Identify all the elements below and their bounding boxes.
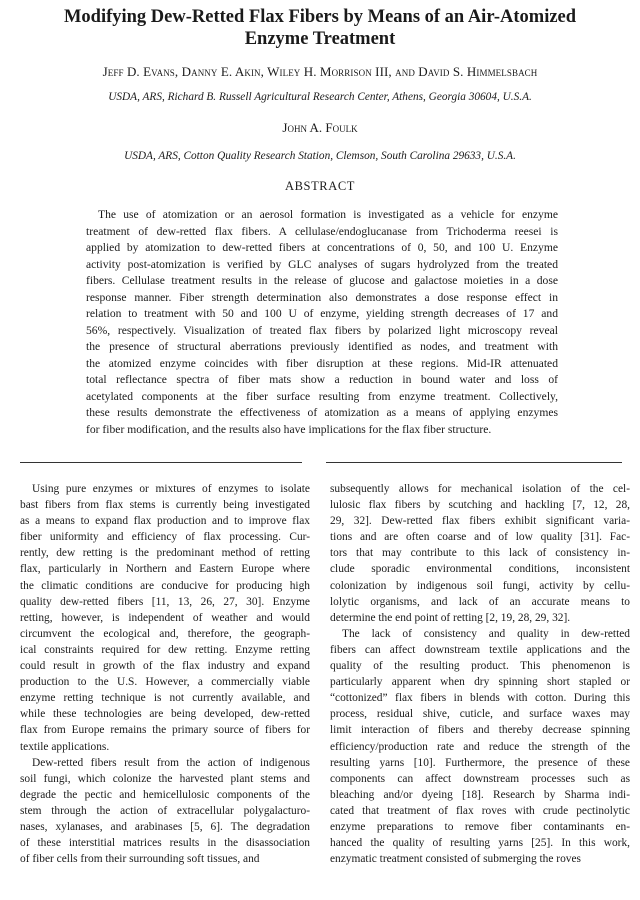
body-text-line: Using pure enzymes or mixtures of enzymes to isolate	[32, 483, 310, 495]
body-text-line: The lack of consistency and quality in dew-retted	[342, 627, 630, 640]
abstract-line: 56%, respectively. Visualization of treated flax fibers by polarized light microscopy reveal	[86, 323, 558, 337]
body-text-line: production to the U.S. However, a commercially viable	[20, 676, 310, 689]
body-text-line: rently, dew retting is the predominant method of retting	[20, 547, 310, 560]
body-text-line: circumvent the ecological and, therefore, the geograph-	[20, 627, 310, 640]
body-text-line: textile applications.	[20, 740, 110, 753]
body-text-line: while these technologies are being developed, dew-retted	[20, 708, 310, 721]
body-text-line: clude sporadic environmental conditions, inconsistent	[330, 563, 630, 576]
abstract-line: relation to treatment with 50 and 100 U of enzyme, yielding strength decreases of 17 and	[86, 307, 558, 320]
body-text-line: 29, 32]. Dew-retted flax fibers exhibit significant varia-	[330, 515, 630, 528]
abstract-line: response manner. Fiber strength determination also demonstrates a dose response effect in	[86, 290, 558, 304]
body-text-line: quality dew-retted fibers [11, 13, 26, 27, 30]. Enzyme	[20, 595, 310, 608]
body-text-line: degrade the pectic and hemicellulosic components of the	[20, 788, 310, 801]
abstract-line: for fiber modification, and the results also have implications for the flax fiber structure.	[86, 422, 492, 436]
body-text-line: determine the end point of retting [2, 19, 28, 29, 32].	[330, 611, 571, 624]
author-list: Jeff D. Evans, Danny E. Akin, Wiley H. Morrison III, and David S. Himmelsbach	[102, 64, 538, 79]
affiliation-1: USDA, ARS, Richard B. Russell Agricultural Research Center, Athens, Georgia 30604, U.S.A.	[108, 91, 532, 103]
body-text-line: ical constraints required for dew retting. Enzyme retting	[20, 643, 310, 656]
body-text-line: tions and are often coarse and of low quality [31]. Fac-	[330, 531, 630, 544]
body-text-line: nases, xylanases, and arabinases [5, 6]. The degradation	[20, 820, 310, 833]
body-text-line: enzyme preparations to remove fiber contaminants en-	[330, 820, 630, 833]
body-text-line: subsequently allows for mechanical isolation of the cel-	[330, 483, 630, 495]
body-text-line: retting, however, is independent of weather and would	[20, 611, 310, 624]
body-text-line: of fiber cells from their surrounding soft tissues, and	[20, 853, 260, 866]
body-text-line: colonization by indigenous soil fungi, activity by cellu-	[330, 579, 630, 592]
paper-title	[20, 6, 620, 50]
abstract-line: total reflectance spectra of fiber mats show a reduction in bound water and loss of	[86, 373, 558, 386]
body-text-line: flax from Europe remains the primary source of fibers for	[20, 724, 310, 737]
body-text-line: enzyme retting technique is not currently available, and	[20, 692, 310, 705]
abstract-line: activity post-atomization is verified by GLC analyses of sugars hydrolyzed from the treated	[86, 257, 558, 271]
abstract-body	[86, 207, 558, 438]
author-2: John A. Foulk	[282, 120, 358, 135]
body-text-line: lulosic flax fibers by scutching and hackling [7, 12, 28,	[330, 499, 630, 512]
body-text-line: could result in growth of the flax industry and expand	[20, 660, 310, 673]
body-text-line: of these interstitial matrices results in the disassociation	[20, 837, 310, 850]
abstract-line: fibers. Cellulase treatment results in the release of glucose and galactose moieties in a dose	[86, 274, 558, 287]
body-text-line: Dew-retted fibers result from the action of indigenous	[32, 756, 310, 769]
body-text-line: fiber uniformity and efficiency of flax processing. Cur-	[20, 531, 310, 544]
body-text-line: bleaching and/or dyeing [18]. Research by Sharma indi-	[330, 788, 630, 801]
body-text-line: lolytic organisms, and lack of an accurate means to	[330, 595, 630, 608]
affiliation-2: USDA, ARS, Cotton Quality Research Station, Clemson, South Carolina 29633, U.S.A.	[124, 150, 516, 162]
body-text-line: the climatic conditions are conducive for producing high	[20, 579, 310, 592]
abstract-line: The use of atomization or an aerosol formation is investigated as a vehicle for enzyme	[98, 208, 558, 221]
body-text-line: particularly apparent when dry spinning short stapled or	[330, 676, 630, 689]
title-line-2: Enzyme Treatment	[244, 29, 396, 49]
abstract-line: the atomized enzyme coincides with fiber disruption at these regions. Mid-IR attenuated	[86, 356, 558, 370]
body-text-line: quality of the resulting product. This phenomenon is	[330, 660, 630, 673]
abstract-line: the presence of structural aberrations previously identified as nodes, and treatment with	[86, 340, 558, 353]
body-text-line: fibers can affect downstream textile applications and the	[330, 643, 630, 656]
title-line-1: Modifying Dew-Retted Flax Fibers by Means of an Air-Atomized	[63, 7, 577, 27]
body-column-right	[330, 481, 630, 867]
body-text-line: soil fungi, which colonize the harvested plant stems and	[20, 772, 310, 785]
abstract-line: acetylated components at the fiber surface resulting from enzyme treatment. Collectively,	[86, 389, 558, 403]
section-divider-left	[20, 462, 302, 463]
abstract-line: these results demonstrate the effectiveness of atomization as a means of applying enzymes	[86, 406, 558, 419]
body-text-line: limit interaction of fibers and thereby decrease spinning	[330, 724, 630, 737]
section-divider-right	[326, 462, 622, 463]
body-text-line: flax, particularly in Northern and Eastern Europe where	[20, 563, 310, 576]
body-text-line: components can affect downstream processes such as	[330, 772, 630, 785]
body-column-left	[20, 481, 310, 867]
body-text-line: efficiency/production rate and reduce the strength of the	[330, 740, 630, 753]
abstract-line: treatment of dew-retted flax fibers. A cellulase/endoglucanase from Trichoderma reesei is	[86, 224, 558, 238]
abstract-heading: ABSTRACT	[284, 179, 356, 193]
body-text-line: hanced the quality of resulting yarns [25]. In this work,	[330, 837, 630, 850]
body-text-line: enzymatic treatment consisted of submerging the roves	[330, 853, 581, 866]
body-text-line: bast fibers from flax stems is currently being investigated	[20, 499, 310, 512]
body-text-line: cated that treatment of flax roves with crude pectinolytic	[330, 804, 630, 817]
body-text-line: as a means to expand flax production and to improve flax	[20, 515, 310, 528]
body-text-line: process, residual shive, cuticle, and surface waxes may	[330, 708, 630, 721]
body-text-line: “cottonized” flax fibers in blends with cotton. During this	[330, 692, 630, 705]
abstract-line: applied by atomization to dew-retted fibers at concentrations of 0, 50, and 100 U. Enzyme	[86, 241, 558, 254]
body-text-line: tors that may contribute to this lack of consistency in-	[330, 547, 630, 560]
body-text-line: resulting yarns [10]. Furthermore, the presence of these	[330, 756, 630, 769]
body-text-line: stem through the action of extracellular polygalacturo-	[20, 804, 310, 817]
